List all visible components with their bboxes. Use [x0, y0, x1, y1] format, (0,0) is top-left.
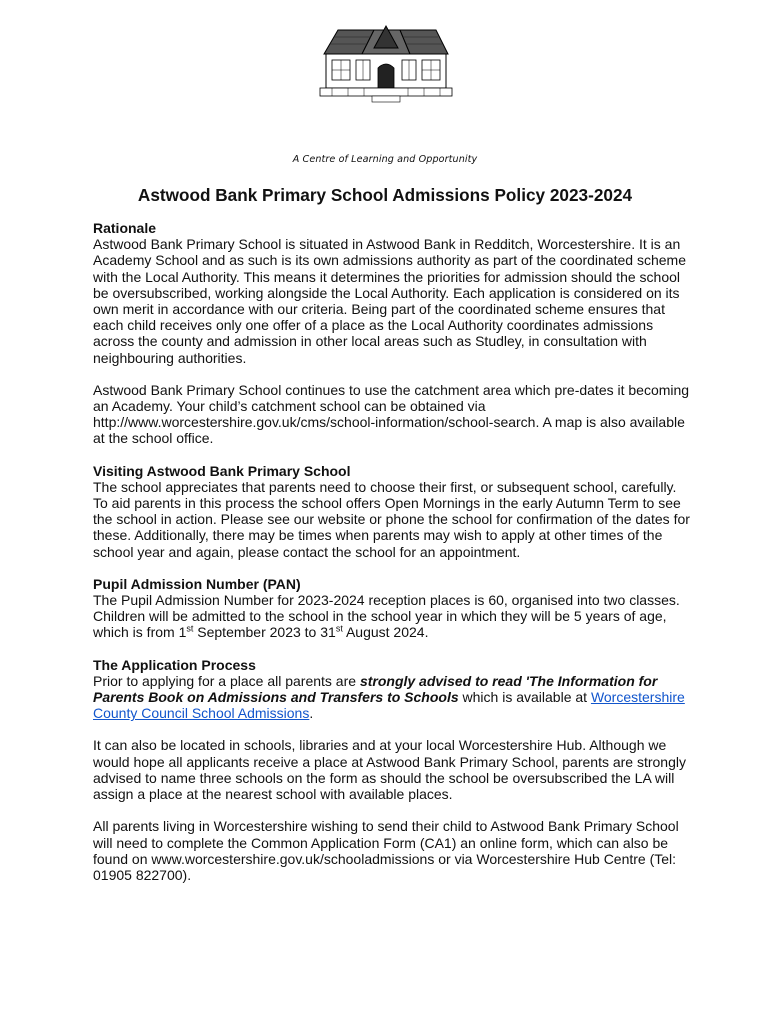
text-run: Prior to applying for a place all parents are — [93, 672, 360, 689]
section-heading: The Application Process — [93, 656, 256, 673]
admissions-link[interactable]: Worcestershire County Council School Admissions — [93, 689, 685, 722]
section-heading: Pupil Admission Number (PAN) — [93, 575, 301, 592]
text-run: The Pupil Admission Number for 2023-2024 reception places is 60, organised into two classes. Children will be admitted to the school in the school year in which they will be 5 years of age, which is from 1 — [93, 592, 680, 641]
paragraph: It can also be located in schools, libraries and at your local Worcestershire Hub. Although we would hope all applicants receive a place at Astwood Bank Primary School, parents are strongly advised to name three schools on the form as should the school be oversubscribed the LA will assign a place at the nearest school with available places. — [93, 737, 686, 803]
policy-body — [93, 220, 693, 899]
section-rationale — [93, 220, 693, 447]
paragraph — [93, 592, 693, 641]
section-pan — [93, 576, 693, 641]
text-run: which is available at — [458, 689, 591, 706]
school-building-icon — [318, 24, 454, 104]
section-visiting — [93, 463, 693, 560]
section-heading: Rationale — [93, 220, 157, 236]
paragraph: All parents living in Worcestershire wishing to send their child to Astwood Bank Primary School will need to complete the Common Application Form (CA1) an online form, which can also be found on www.worcestershire.gov.uk/schooladmissions or via Worcestershire Hub Centre (Tel: 01905 822700). — [93, 818, 679, 883]
text-run: . — [309, 705, 314, 722]
paragraph — [93, 673, 693, 722]
superscript: st — [335, 623, 343, 634]
superscript: st — [186, 623, 194, 634]
paragraph: Astwood Bank Primary School continues to use the catchment area which pre-dates it becoming an Academy. Your child’s catchment school can be obtained via http://www.worcestershire.gov.uk/cms/school-information/school-search. A map is also available at the school office. — [93, 381, 690, 447]
paragraph: The school appreciates that parents need to choose their first, or subsequent school, carefully. To aid parents in this process the school offers Open Mornings in the early Autumn Term to see the school in action. Please see our website or phone the school for confirmation of the dates for these. Additionally, there may be times when parents may wish to apply at other times of the school year and again, please contact the school for an appointment. — [93, 478, 690, 560]
text-run: August 2024. — [342, 624, 429, 641]
section-heading: Visiting Astwood Bank Primary School — [93, 462, 351, 479]
page-title: Astwood Bank Primary School Admissions Policy 2023-2024 — [137, 185, 633, 205]
text-run: September 2023 to 31 — [193, 624, 336, 641]
section-application — [93, 657, 693, 883]
school-tagline: A Centre of Learning and Opportunity — [292, 154, 478, 165]
paragraph: Astwood Bank Primary School is situated in Astwood Bank in Redditch, Worcestershire. It is an Academy School and as such is its own admissions authority as part of the coordinated scheme with the Local Authority. This means it determines the priorities for admission should the school be oversubscribed, working alongside the Local Authority. Each application is considered on its own merit in accordance with our criteria. Being part of the coordinated scheme ensures that each child receives only one offer of a place as the Local Authority coordinates admissions across the county and admission in other local areas such as Studley, in consultation with neighbouring authorities. — [93, 236, 686, 366]
emphasis-text: strongly advised to read 'The Information for Parents Book on Admissions and Transfers to Schools — [93, 672, 658, 706]
